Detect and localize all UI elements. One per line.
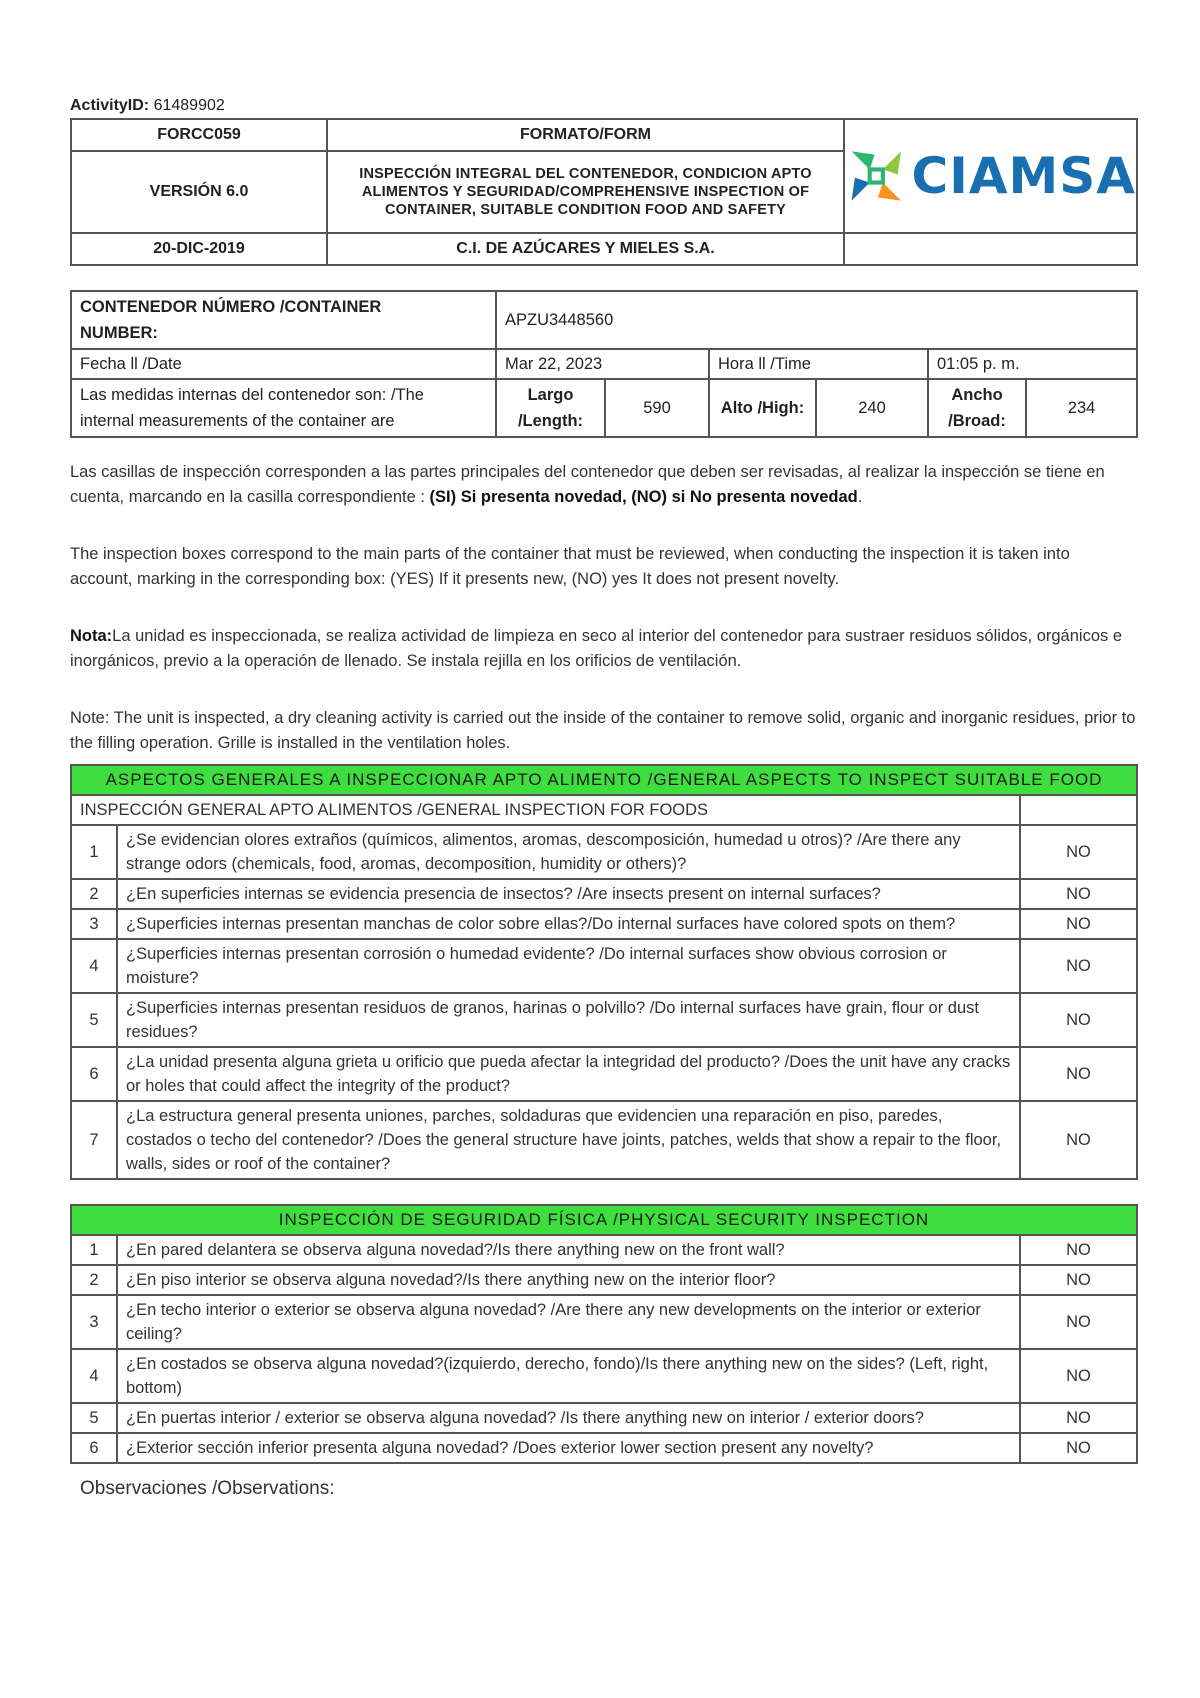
- row-answer: NO: [1020, 1101, 1137, 1179]
- row-number: 5: [71, 1403, 117, 1433]
- row-question: ¿En puertas interior / exterior se observa alguna novedad? /Is there anything new on interior / exterior doors?: [117, 1403, 1020, 1433]
- format-label: FORMATO/FORM: [327, 119, 844, 151]
- row-answer: NO: [1020, 1433, 1137, 1463]
- container-number-label: CONTENEDOR NÚMERO /CONTAINER NUMBER:: [71, 291, 496, 349]
- activity-id-label: ActivityID:: [70, 97, 150, 114]
- measurements-label: Las medidas internas del contenedor son: /The internal measurements of the container are: [71, 379, 496, 437]
- table-row: [71, 1265, 1137, 1295]
- row-answer: NO: [1020, 879, 1137, 909]
- table-row: [71, 1433, 1137, 1463]
- row-answer: NO: [1020, 909, 1137, 939]
- table-row: [71, 909, 1137, 939]
- time-value: 01:05 p. m.: [928, 349, 1137, 379]
- general-inspection-table: [70, 764, 1138, 1180]
- width-label: Ancho /Broad:: [928, 379, 1026, 437]
- row-number: 2: [71, 879, 117, 909]
- row-question: ¿Superficies internas presentan residuos de granos, harinas o polvillo? /Do internal surfaces have grain, flour or dust residues?: [117, 993, 1020, 1047]
- row-answer: NO: [1020, 1349, 1137, 1403]
- row-question: ¿Se evidencian olores extraños (químicos, alimentos, aromas, descomposición, humedad u otros)? /Are there any strange odors (chemicals, food, aromas, decomposition, humidity or others)?: [117, 825, 1020, 879]
- note-es: Nota:La unidad es inspeccionada, se realiza actividad de limpieza en seco al interior del contenedor para sustraer residuos sólidos, orgánicos e inorgánicos, previo a la operación de llenado. Se instala rejilla en los orificios de ventilación.: [70, 627, 1123, 670]
- row-question: ¿La estructura general presenta uniones, parches, soldaduras que evidencien una reparación en piso, paredes, costados o techo del contenedor? /Does the general structure have joints, patches, welds that show a repair to the floor, walls, sides or roof of the container?: [117, 1101, 1020, 1179]
- time-label: Hora ll /Time: [709, 349, 928, 379]
- inspection-form: [70, 94, 1136, 1500]
- general-subtitle: INSPECCIÓN GENERAL APTO ALIMENTOS /GENERAL INSPECTION FOR FOODS: [71, 795, 1020, 825]
- row-question: ¿En superficies internas se evidencia presencia de insectos? /Are insects present on internal surfaces?: [117, 879, 1020, 909]
- row-number: 6: [71, 1433, 117, 1463]
- form-date: 20-DIC-2019: [71, 233, 327, 265]
- row-question: ¿Superficies internas presentan corrosión o humedad evidente? /Do internal surfaces show obvious corrosion or moisture?: [117, 939, 1020, 993]
- empty-cell: [1020, 795, 1137, 825]
- row-answer: NO: [1020, 1235, 1137, 1265]
- row-answer: NO: [1020, 993, 1137, 1047]
- form-title: INSPECCIÓN INTEGRAL DEL CONTENEDOR, CONDICION APTO ALIMENTOS Y SEGURIDAD/COMPREHENSIVE INSPECTION OF CONTAINER, SUITABLE CONDITION FOOD AND SAFETY: [327, 151, 844, 233]
- date-value: Mar 22, 2023: [496, 349, 709, 379]
- security-inspection-table: [70, 1204, 1138, 1464]
- row-number: 1: [71, 825, 117, 879]
- empty-cell: [844, 233, 1137, 265]
- header-table: [70, 118, 1138, 266]
- container-info-table: [70, 290, 1138, 438]
- height-value: 240: [816, 379, 928, 437]
- table-row: [71, 1349, 1137, 1403]
- logo-text: CIAMSA: [911, 147, 1136, 205]
- logo: [844, 119, 1137, 233]
- version: VERSIÓN 6.0: [71, 151, 327, 233]
- height-label: Alto /High:: [709, 379, 816, 437]
- width-value: 234: [1026, 379, 1137, 437]
- row-question: ¿En piso interior se observa alguna novedad?/Is there anything new on the interior floor?: [117, 1265, 1020, 1295]
- row-number: 3: [71, 909, 117, 939]
- row-question: ¿Superficies internas presentan manchas de color sobre ellas?/Do internal surfaces have colored spots on them?: [117, 909, 1020, 939]
- instructions-en: The inspection boxes correspond to the main parts of the container that must be reviewed, when conducting the inspection it is taken into account, marking in the corresponding box: (YES) If it presents new, (NO) yes It does not present novelty.: [70, 545, 1070, 588]
- table-row: [71, 1101, 1137, 1179]
- date-label: Fecha ll /Date: [71, 349, 496, 379]
- activity-id: [70, 94, 1136, 118]
- general-section-title: ASPECTOS GENERALES A INSPECCIONAR APTO ALIMENTO /GENERAL ASPECTS TO INSPECT SUITABLE FOOD: [71, 765, 1137, 795]
- row-answer: NO: [1020, 1047, 1137, 1101]
- table-row: [71, 1235, 1137, 1265]
- row-number: 4: [71, 1349, 117, 1403]
- row-number: 3: [71, 1295, 117, 1349]
- row-answer: NO: [1020, 1403, 1137, 1433]
- table-row: [71, 993, 1137, 1047]
- table-row: [71, 1295, 1137, 1349]
- row-answer: NO: [1020, 1265, 1137, 1295]
- row-number: 1: [71, 1235, 117, 1265]
- table-row: [71, 825, 1137, 879]
- row-answer: NO: [1020, 1295, 1137, 1349]
- length-label: Largo /Length:: [496, 379, 605, 437]
- row-question: ¿En techo interior o exterior se observa alguna novedad? /Are there any new developments on the interior or exterior ceiling?: [117, 1295, 1020, 1349]
- row-answer: NO: [1020, 825, 1137, 879]
- row-number: 7: [71, 1101, 117, 1179]
- ciamsa-logo-icon: [845, 138, 908, 214]
- row-number: 4: [71, 939, 117, 993]
- table-row: [71, 1403, 1137, 1433]
- security-section-title: INSPECCIÓN DE SEGURIDAD FÍSICA /PHYSICAL SECURITY INSPECTION: [71, 1205, 1137, 1235]
- activity-id-value: 61489902: [153, 97, 225, 114]
- table-row: [71, 879, 1137, 909]
- company-name: C.I. DE AZÚCARES Y MIELES S.A.: [327, 233, 844, 265]
- row-number: 2: [71, 1265, 117, 1295]
- row-question: ¿La unidad presenta alguna grieta u orificio que pueda afectar la integridad del producto? /Does the unit have any cracks or holes that could affect the integrity of the product?: [117, 1047, 1020, 1101]
- length-value: 590: [605, 379, 709, 437]
- instructions-es: Las casillas de inspección corresponden a las partes principales del contenedor que deben ser revisadas, al realizar la inspección se tiene en cuenta, marcando en la casilla correspondiente : (SI) Si presenta novedad, (NO) si No presenta novedad.: [70, 463, 1105, 506]
- table-row: [71, 1047, 1137, 1101]
- row-answer: NO: [1020, 939, 1137, 993]
- row-question: ¿Exterior sección inferior presenta alguna novedad? /Does exterior lower section present any novelty?: [117, 1433, 1020, 1463]
- container-number: APZU3448560: [496, 291, 1137, 349]
- row-number: 6: [71, 1047, 117, 1101]
- note-en: Note: The unit is inspected, a dry cleaning activity is carried out the inside of the container to remove solid, organic and inorganic residues, prior to the filling operation. Grille is installed in the ventilation holes.: [70, 709, 1136, 752]
- row-question: ¿En pared delantera se observa alguna novedad?/Is there anything new on the front wall?: [117, 1235, 1020, 1265]
- row-question: ¿En costados se observa alguna novedad?(izquierdo, derecho, fondo)/Is there anything new on the sides? (Left, right, bottom): [117, 1349, 1020, 1403]
- table-row: [71, 939, 1137, 993]
- form-code: FORCC059: [71, 119, 327, 151]
- row-number: 5: [71, 993, 117, 1047]
- observations-label: Observaciones /Observations:: [80, 1478, 335, 1499]
